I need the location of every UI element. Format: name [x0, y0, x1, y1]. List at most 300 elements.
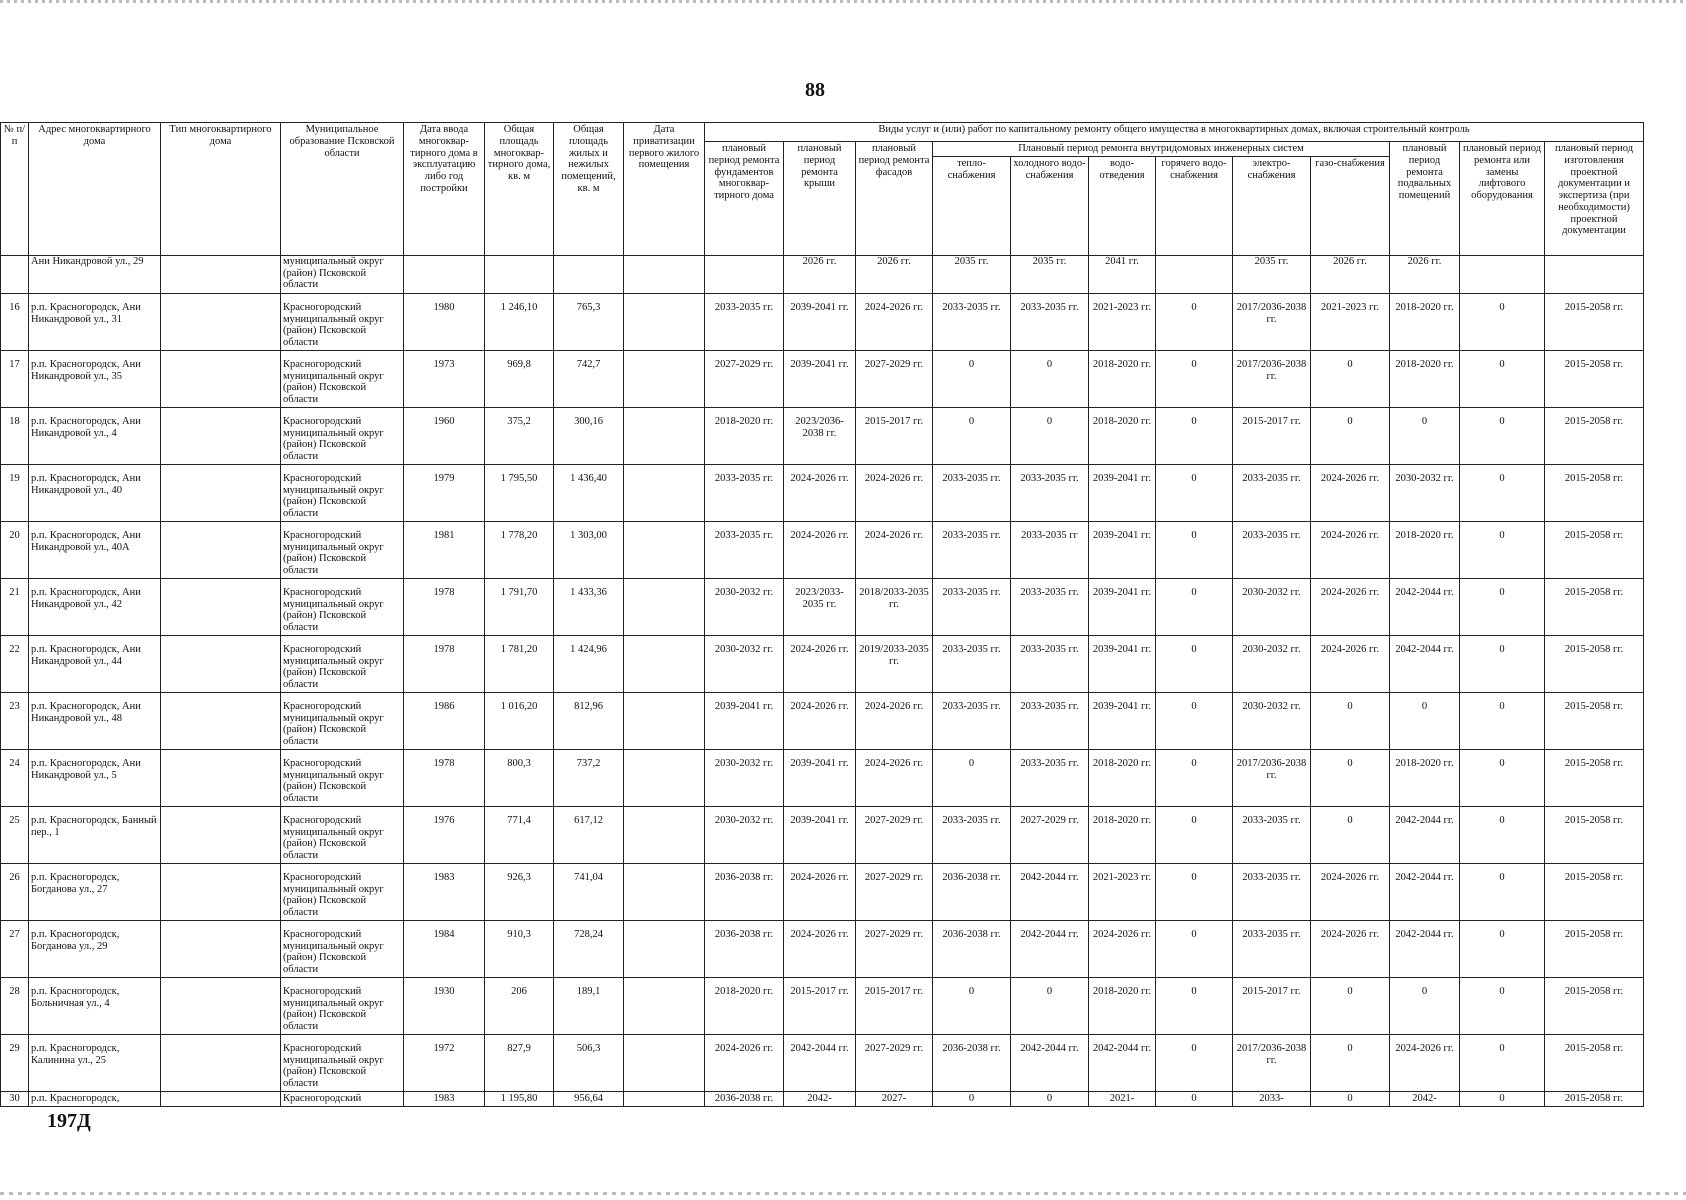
cell-hot: 0 — [1156, 1034, 1233, 1091]
cell-type — [161, 692, 281, 749]
cell-address: р.п. Красногородск, Больничная ул., 4 — [29, 977, 161, 1034]
cell-lift: 0 — [1460, 1034, 1545, 1091]
cell-total: 926,3 — [485, 863, 554, 920]
cell-living: 741,04 — [554, 863, 624, 920]
cell-facade: 2027-2029 гг. — [856, 1034, 933, 1091]
cell-heat: 2033-2035 гг. — [933, 464, 1011, 521]
cell-year: 1984 — [404, 920, 485, 977]
table-row — [1, 806, 1644, 863]
cell-roof: 2023/2036-2038 гг. — [784, 407, 856, 464]
cell-address: р.п. Красногородск, Богданова ул., 29 — [29, 920, 161, 977]
cell-year: 1981 — [404, 521, 485, 578]
cell-year: 1930 — [404, 977, 485, 1034]
cell-cold: 2042-2044 гг. — [1011, 920, 1089, 977]
cell-year: 1976 — [404, 806, 485, 863]
cell-facade: 2027- — [856, 1091, 933, 1106]
cell-gas: 2024-2026 гг. — [1311, 464, 1390, 521]
table-row — [1, 692, 1644, 749]
cell-gas: 2024-2026 гг. — [1311, 521, 1390, 578]
cell-num: 24 — [1, 749, 29, 806]
cell-lift: 0 — [1460, 407, 1545, 464]
cell-electric: 2030-2032 гг. — [1233, 578, 1311, 635]
cell-num: 17 — [1, 350, 29, 407]
cell-address: р.п. Красногородск, Банный пер., 1 — [29, 806, 161, 863]
cell-docs: 2015-2058 гг. — [1545, 749, 1644, 806]
cell-heat: 2033-2035 гг. — [933, 578, 1011, 635]
cell-hot: 0 — [1156, 749, 1233, 806]
cell-basement: 2042-2044 гг. — [1390, 863, 1460, 920]
cell-municipality: Красногородский муниципальный округ (район) Псковской области — [281, 350, 404, 407]
cell-gas: 0 — [1311, 692, 1390, 749]
cell-year: 1983 — [404, 1091, 485, 1106]
cell-municipality: муниципальный округ (район) Псковской области — [281, 255, 404, 293]
cell-sewer: 2018-2020 гг. — [1089, 350, 1156, 407]
cell-heat: 2035 гг. — [933, 255, 1011, 293]
cell-priv — [624, 1034, 705, 1091]
cell-docs: 2015-2058 гг. — [1545, 692, 1644, 749]
cell-gas: 2024-2026 гг. — [1311, 863, 1390, 920]
cell-total: 800,3 — [485, 749, 554, 806]
cell-gas: 2024-2026 гг. — [1311, 578, 1390, 635]
cell-type — [161, 1091, 281, 1106]
cell-docs: 2015-2058 гг. — [1545, 920, 1644, 977]
cell-sewer: 2018-2020 гг. — [1089, 407, 1156, 464]
cell-hot: 0 — [1156, 635, 1233, 692]
cell-priv — [624, 407, 705, 464]
cell-sewer: 2042-2044 гг. — [1089, 1034, 1156, 1091]
cell-priv — [624, 863, 705, 920]
cell-hot: 0 — [1156, 977, 1233, 1034]
cell-municipality: Красногородский муниципальный округ (район) Псковской области — [281, 692, 404, 749]
cell-total: 1 195,80 — [485, 1091, 554, 1106]
cell-lift: 0 — [1460, 578, 1545, 635]
cell-priv — [624, 255, 705, 293]
cell-living: 742,7 — [554, 350, 624, 407]
cell-type — [161, 806, 281, 863]
cell-roof: 2042- — [784, 1091, 856, 1106]
cell-year: 1972 — [404, 1034, 485, 1091]
page-number: 88 — [805, 79, 825, 101]
cell-total: 827,9 — [485, 1034, 554, 1091]
table-row — [1, 863, 1644, 920]
cell-num: 27 — [1, 920, 29, 977]
cell-living — [554, 255, 624, 293]
cell-hot: 0 — [1156, 578, 1233, 635]
cell-heat: 2036-2038 гг. — [933, 863, 1011, 920]
cell-priv — [624, 977, 705, 1034]
cell-electric: 2033- — [1233, 1091, 1311, 1106]
cell-living: 765,3 — [554, 293, 624, 350]
cell-num: 19 — [1, 464, 29, 521]
cell-municipality: Красногородский — [281, 1091, 404, 1106]
cell-electric: 2033-2035 гг. — [1233, 920, 1311, 977]
cell-living: 956,64 — [554, 1091, 624, 1106]
cell-facade: 2018/2033-2035 гг. — [856, 578, 933, 635]
cell-total: 1 778,20 — [485, 521, 554, 578]
cell-municipality: Красногородский муниципальный округ (район) Псковской области — [281, 293, 404, 350]
cell-priv — [624, 464, 705, 521]
cell-municipality: Красногородский муниципальный округ (район) Псковской области — [281, 863, 404, 920]
cell-roof: 2042-2044 гг. — [784, 1034, 856, 1091]
cell-hot: 0 — [1156, 464, 1233, 521]
cell-heat: 0 — [933, 1091, 1011, 1106]
cell-hot: 0 — [1156, 350, 1233, 407]
cell-facade: 2015-2017 гг. — [856, 977, 933, 1034]
cell-living: 812,96 — [554, 692, 624, 749]
cell-total: 969,8 — [485, 350, 554, 407]
cell-basement: 0 — [1390, 692, 1460, 749]
cell-year: 1986 — [404, 692, 485, 749]
cell-address: р.п. Красногородск, — [29, 1091, 161, 1106]
cell-total: 375,2 — [485, 407, 554, 464]
cell-type — [161, 521, 281, 578]
cell-num: 20 — [1, 521, 29, 578]
cell-lift: 0 — [1460, 920, 1545, 977]
cell-roof: 2023/2033-2035 гг. — [784, 578, 856, 635]
cell-roof: 2015-2017 гг. — [784, 977, 856, 1034]
cell-lift: 0 — [1460, 521, 1545, 578]
scan-edge-bottom — [0, 1192, 1686, 1195]
cell-municipality: Красногородский муниципальный округ (район) Псковской области — [281, 920, 404, 977]
cell-heat: 2033-2035 гг. — [933, 293, 1011, 350]
cell-sewer: 2039-2041 гг. — [1089, 521, 1156, 578]
cell-lift: 0 — [1460, 293, 1545, 350]
cell-living: 300,16 — [554, 407, 624, 464]
cell-lift: 0 — [1460, 863, 1545, 920]
cell-cold: 0 — [1011, 1091, 1089, 1106]
table-row — [1, 350, 1644, 407]
cell-priv — [624, 749, 705, 806]
cell-hot: 0 — [1156, 863, 1233, 920]
table-row — [1, 1091, 1644, 1106]
cell-year — [404, 255, 485, 293]
cell-foundation: 2018-2020 гг. — [705, 407, 784, 464]
cell-municipality: Красногородский муниципальный округ (район) Псковской области — [281, 578, 404, 635]
cell-lift: 0 — [1460, 464, 1545, 521]
cell-address: р.п. Красногородск, Ани Никандровой ул., 31 — [29, 293, 161, 350]
cell-cold: 2042-2044 гг. — [1011, 1034, 1089, 1091]
cell-municipality: Красногородский муниципальный округ (район) Псковской области — [281, 1034, 404, 1091]
col-facade: плановый период ремонта фасадов — [856, 142, 933, 256]
cell-foundation — [705, 255, 784, 293]
cell-heat: 2036-2038 гг. — [933, 920, 1011, 977]
cell-gas: 0 — [1311, 749, 1390, 806]
cell-docs: 2015-2058 гг. — [1545, 1091, 1644, 1106]
cell-facade: 2024-2026 гг. — [856, 521, 933, 578]
cell-docs: 2015-2058 гг. — [1545, 293, 1644, 350]
cell-type — [161, 635, 281, 692]
table-row — [1, 407, 1644, 464]
cell-cold: 0 — [1011, 977, 1089, 1034]
cell-lift: 0 — [1460, 749, 1545, 806]
cell-year: 1983 — [404, 863, 485, 920]
cell-gas: 0 — [1311, 977, 1390, 1034]
cell-year: 1980 — [404, 293, 485, 350]
col-heat: тепло-снабжения — [933, 156, 1011, 255]
cell-heat: 2036-2038 гг. — [933, 1034, 1011, 1091]
cell-lift: 0 — [1460, 692, 1545, 749]
cell-priv — [624, 293, 705, 350]
col-living-area: Общая площадь жилых и нежилых помещений, кв. м — [554, 123, 624, 256]
cell-type — [161, 920, 281, 977]
cell-municipality: Красногородский муниципальный округ (район) Псковской области — [281, 407, 404, 464]
cell-sewer: 2021-2023 гг. — [1089, 863, 1156, 920]
cell-roof: 2039-2041 гг. — [784, 350, 856, 407]
table-row — [1, 521, 1644, 578]
col-roof: плановый период ремонта крыши — [784, 142, 856, 256]
cell-basement: 2042- — [1390, 1091, 1460, 1106]
cell-roof: 2026 гг. — [784, 255, 856, 293]
cell-foundation: 2033-2035 гг. — [705, 464, 784, 521]
table-row — [1, 749, 1644, 806]
cell-living: 1 424,96 — [554, 635, 624, 692]
cell-cold: 0 — [1011, 350, 1089, 407]
capital-repair-table — [0, 122, 1644, 1107]
col-basement: плановый период ремонта подвальных помещений — [1390, 142, 1460, 256]
cell-total: 1 246,10 — [485, 293, 554, 350]
cell-foundation: 2030-2032 гг. — [705, 578, 784, 635]
cell-electric: 2017/2036-2038 гг. — [1233, 350, 1311, 407]
cell-heat: 2033-2035 гг. — [933, 806, 1011, 863]
table-body — [1, 255, 1644, 1106]
cell-cold: 2033-2035 гг. — [1011, 692, 1089, 749]
table-row — [1, 578, 1644, 635]
cell-roof: 2039-2041 гг. — [784, 293, 856, 350]
cell-electric: 2033-2035 гг. — [1233, 464, 1311, 521]
cell-heat: 2033-2035 гг. — [933, 692, 1011, 749]
cell-total: 1 016,20 — [485, 692, 554, 749]
cell-municipality: Красногородский муниципальный округ (район) Псковской области — [281, 521, 404, 578]
cell-facade: 2024-2026 гг. — [856, 464, 933, 521]
cell-basement: 2018-2020 гг. — [1390, 521, 1460, 578]
cell-docs: 2015-2058 гг. — [1545, 521, 1644, 578]
table-row — [1, 255, 1644, 293]
cell-cold: 0 — [1011, 407, 1089, 464]
cell-municipality: Красногородский муниципальный округ (район) Псковской области — [281, 977, 404, 1034]
cell-sewer: 2039-2041 гг. — [1089, 578, 1156, 635]
cell-address: р.п. Красногородск, Ани Никандровой ул., 44 — [29, 635, 161, 692]
cell-foundation: 2033-2035 гг. — [705, 293, 784, 350]
cell-foundation: 2030-2032 гг. — [705, 749, 784, 806]
cell-facade: 2027-2029 гг. — [856, 863, 933, 920]
table-row — [1, 293, 1644, 350]
cell-total — [485, 255, 554, 293]
cell-foundation: 2033-2035 гг. — [705, 521, 784, 578]
cell-foundation: 2036-2038 гг. — [705, 1091, 784, 1106]
cell-basement: 2024-2026 гг. — [1390, 1034, 1460, 1091]
cell-address: р.п. Красногородск, Ани Никандровой ул., 48 — [29, 692, 161, 749]
cell-hot: 0 — [1156, 521, 1233, 578]
cell-roof: 2024-2026 гг. — [784, 464, 856, 521]
cell-cold: 2033-2035 гг. — [1011, 464, 1089, 521]
col-group-services: Виды услуг и (или) работ по капитальному ремонту общего имущества в многоквартирных домах, включая строительный контроль — [705, 123, 1644, 142]
col-lift: плановый период ремонта или замены лифтового оборудования — [1460, 142, 1545, 256]
cell-basement: 0 — [1390, 977, 1460, 1034]
cell-gas: 0 — [1311, 806, 1390, 863]
cell-year: 1978 — [404, 635, 485, 692]
cell-facade: 2026 гг. — [856, 255, 933, 293]
cell-num: 16 — [1, 293, 29, 350]
cell-hot — [1156, 255, 1233, 293]
cell-gas: 2024-2026 гг. — [1311, 635, 1390, 692]
cell-gas: 2026 гг. — [1311, 255, 1390, 293]
table-row — [1, 977, 1644, 1034]
col-sewer: водо-отведения — [1089, 156, 1156, 255]
cell-type — [161, 749, 281, 806]
cell-priv — [624, 920, 705, 977]
cell-total: 771,4 — [485, 806, 554, 863]
cell-foundation: 2036-2038 гг. — [705, 863, 784, 920]
cell-num: 25 — [1, 806, 29, 863]
col-type: Тип многоквартирного дома — [161, 123, 281, 256]
cell-num: 26 — [1, 863, 29, 920]
cell-living: 728,24 — [554, 920, 624, 977]
cell-foundation: 2036-2038 гг. — [705, 920, 784, 977]
cell-gas: 0 — [1311, 1091, 1390, 1106]
cell-cold: 2033-2035 гг. — [1011, 293, 1089, 350]
cell-gas: 0 — [1311, 350, 1390, 407]
cell-address: р.п. Красногородск, Богданова ул., 27 — [29, 863, 161, 920]
cell-address: Ани Никандровой ул., 29 — [29, 255, 161, 293]
cell-sewer: 2021-2023 гг. — [1089, 293, 1156, 350]
scan-edge-top — [0, 0, 1686, 3]
cell-electric: 2015-2017 гг. — [1233, 977, 1311, 1034]
cell-lift: 0 — [1460, 635, 1545, 692]
cell-sewer: 2021- — [1089, 1091, 1156, 1106]
cell-docs: 2015-2058 гг. — [1545, 977, 1644, 1034]
cell-sewer: 2039-2041 гг. — [1089, 692, 1156, 749]
cell-num: 18 — [1, 407, 29, 464]
cell-electric: 2030-2032 гг. — [1233, 635, 1311, 692]
cell-living: 617,12 — [554, 806, 624, 863]
cell-address: р.п. Красногородск, Ани Никандровой ул., 4 — [29, 407, 161, 464]
cell-type — [161, 578, 281, 635]
cell-basement: 2042-2044 гг. — [1390, 920, 1460, 977]
cell-roof: 2024-2026 гг. — [784, 521, 856, 578]
table-row — [1, 1034, 1644, 1091]
cell-sewer: 2018-2020 гг. — [1089, 749, 1156, 806]
cell-facade: 2019/2033-2035 гг. — [856, 635, 933, 692]
cell-living: 506,3 — [554, 1034, 624, 1091]
cell-electric: 2017/2036-2038 гг. — [1233, 749, 1311, 806]
cell-heat: 2033-2035 гг. — [933, 635, 1011, 692]
cell-roof: 2024-2026 гг. — [784, 692, 856, 749]
cell-foundation: 2039-2041 гг. — [705, 692, 784, 749]
cell-num: 23 — [1, 692, 29, 749]
footer-code: 197Д — [47, 1110, 91, 1132]
col-cold-water: холодного водо-снабжения — [1011, 156, 1089, 255]
cell-address: р.п. Красногородск, Ани Никандровой ул., 42 — [29, 578, 161, 635]
cell-living: 737,2 — [554, 749, 624, 806]
cell-living: 1 433,36 — [554, 578, 624, 635]
cell-docs: 2015-2058 гг. — [1545, 350, 1644, 407]
cell-total: 1 795,50 — [485, 464, 554, 521]
cell-address: р.п. Красногородск, Ани Никандровой ул., 40А — [29, 521, 161, 578]
cell-heat: 0 — [933, 977, 1011, 1034]
table-row — [1, 635, 1644, 692]
cell-lift: 0 — [1460, 977, 1545, 1034]
cell-address: р.п. Красногородск, Калинина ул., 25 — [29, 1034, 161, 1091]
cell-heat: 0 — [933, 749, 1011, 806]
cell-heat: 0 — [933, 407, 1011, 464]
cell-lift: 0 — [1460, 806, 1545, 863]
cell-year: 1973 — [404, 350, 485, 407]
cell-year: 1979 — [404, 464, 485, 521]
cell-electric: 2033-2035 гг. — [1233, 521, 1311, 578]
cell-roof: 2024-2026 гг. — [784, 863, 856, 920]
cell-type — [161, 350, 281, 407]
cell-basement: 2018-2020 гг. — [1390, 293, 1460, 350]
cell-docs: 2015-2058 гг. — [1545, 578, 1644, 635]
cell-gas: 2021-2023 гг. — [1311, 293, 1390, 350]
cell-roof: 2039-2041 гг. — [784, 806, 856, 863]
cell-docs: 2015-2058 гг. — [1545, 464, 1644, 521]
cell-hot: 0 — [1156, 806, 1233, 863]
cell-facade: 2027-2029 гг. — [856, 806, 933, 863]
cell-docs: 2015-2058 гг. — [1545, 806, 1644, 863]
cell-facade: 2024-2026 гг. — [856, 692, 933, 749]
cell-municipality: Красногородский муниципальный округ (район) Псковской области — [281, 806, 404, 863]
cell-cold: 2042-2044 гг. — [1011, 863, 1089, 920]
table-row — [1, 464, 1644, 521]
cell-cold: 2033-2035 гг. — [1011, 635, 1089, 692]
cell-num: 29 — [1, 1034, 29, 1091]
cell-address: р.п. Красногородск, Ани Никандровой ул., 35 — [29, 350, 161, 407]
cell-priv — [624, 521, 705, 578]
cell-address: р.п. Красногородск, Ани Никандровой ул., 40 — [29, 464, 161, 521]
cell-sewer: 2041 гг. — [1089, 255, 1156, 293]
cell-gas: 0 — [1311, 407, 1390, 464]
table-row — [1, 920, 1644, 977]
cell-electric: 2030-2032 гг. — [1233, 692, 1311, 749]
cell-foundation: 2030-2032 гг. — [705, 635, 784, 692]
cell-living: 1 303,00 — [554, 521, 624, 578]
cell-num: 22 — [1, 635, 29, 692]
cell-foundation: 2024-2026 гг. — [705, 1034, 784, 1091]
cell-facade: 2027-2029 гг. — [856, 920, 933, 977]
cell-electric: 2017/2036-2038 гг. — [1233, 1034, 1311, 1091]
cell-num: 21 — [1, 578, 29, 635]
cell-municipality: Красногородский муниципальный округ (район) Псковской области — [281, 635, 404, 692]
cell-basement: 2042-2044 гг. — [1390, 635, 1460, 692]
cell-roof: 2039-2041 гг. — [784, 749, 856, 806]
col-design-docs: плановый период изготовления проектной документации и экспертиза (при необходимости) проектной документации — [1545, 142, 1644, 256]
cell-living: 189,1 — [554, 977, 624, 1034]
col-municipality: Муниципальное образование Псковской области — [281, 123, 404, 256]
cell-basement: 2042-2044 гг. — [1390, 806, 1460, 863]
cell-electric: 2017/2036-2038 гг. — [1233, 293, 1311, 350]
table-header — [1, 123, 1644, 256]
cell-basement: 2018-2020 гг. — [1390, 350, 1460, 407]
cell-year: 1978 — [404, 578, 485, 635]
cell-sewer: 2018-2020 гг. — [1089, 977, 1156, 1034]
cell-cold: 2027-2029 гг. — [1011, 806, 1089, 863]
cell-priv — [624, 350, 705, 407]
cell-type — [161, 255, 281, 293]
cell-type — [161, 464, 281, 521]
cell-total: 206 — [485, 977, 554, 1034]
cell-address: р.п. Красногородск, Ани Никандровой ул., 5 — [29, 749, 161, 806]
col-electric: электро-снабжения — [1233, 156, 1311, 255]
cell-hot: 0 — [1156, 407, 1233, 464]
cell-heat: 2033-2035 гг. — [933, 521, 1011, 578]
cell-docs — [1545, 255, 1644, 293]
cell-priv — [624, 1091, 705, 1106]
cell-total: 1 791,70 — [485, 578, 554, 635]
cell-type — [161, 863, 281, 920]
cell-municipality: Красногородский муниципальный округ (район) Псковской области — [281, 464, 404, 521]
cell-lift — [1460, 255, 1545, 293]
